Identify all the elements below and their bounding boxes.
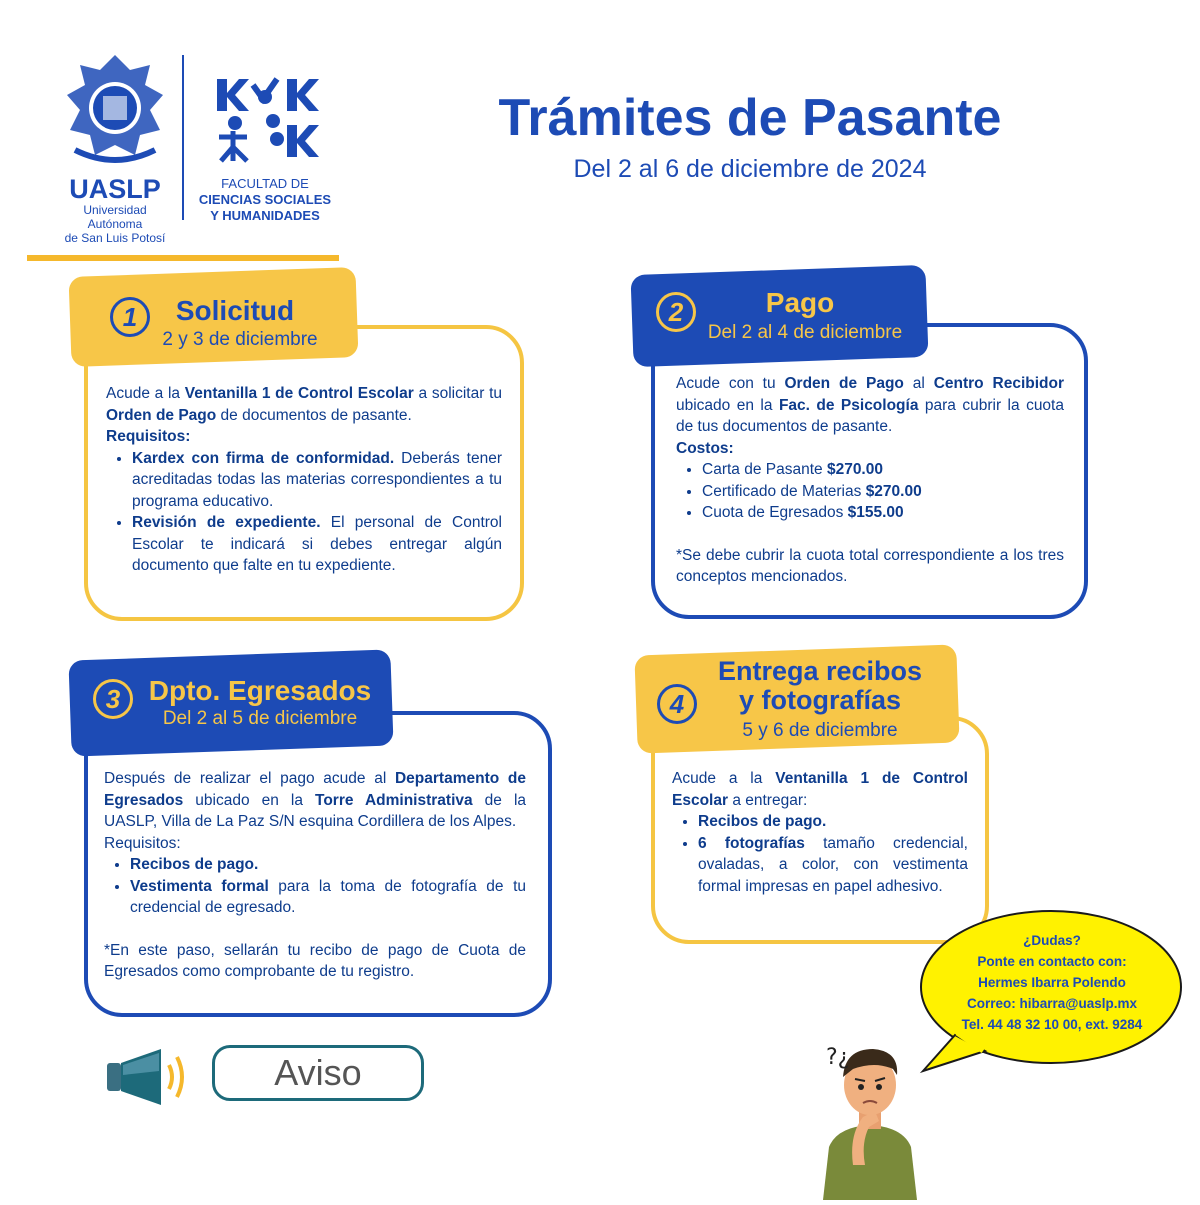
faculty-symbol-icon: [213, 75, 323, 165]
contact-email: Correo: hibarra@uaslp.mx: [967, 996, 1137, 1011]
step1-item2-text: El personal de Control Escolar te indicará si debes entregar algún documento que falte en tu expediente.: [132, 514, 502, 574]
step3-intro-a: Después de realizar el pago acude al: [104, 770, 395, 787]
step2-req-label: Costos:: [676, 439, 734, 457]
step1-intro-e: de documentos de pasante.: [216, 406, 412, 424]
step4-item1-bold: Recibos de pago.: [698, 813, 827, 830]
step2-item2-price: $270.00: [865, 482, 922, 500]
step3-item1-bold: Recibos de pago.: [130, 856, 259, 873]
step2-body: [676, 373, 1064, 588]
step1-body: [106, 383, 502, 577]
list-item: [132, 448, 502, 513]
step1-intro-a: Acude a la: [106, 385, 185, 402]
page-title: Trámites de Pasante: [498, 89, 1002, 147]
faculty-line2: CIENCIAS SOCIALES: [198, 192, 332, 207]
step1-intro-d: Orden de Pago: [106, 406, 217, 424]
contact-info: [928, 930, 1176, 1035]
step2-item1-price: $270.00: [826, 461, 883, 478]
logo-divider: [182, 55, 184, 220]
list-item: [702, 459, 1064, 481]
step2-note: *Se debe cubrir la cuota total correspondiente a los tres conceptos mencionados.: [676, 546, 1064, 585]
step1-intro-c: a solicitar tu: [413, 385, 502, 402]
step3-body: [104, 768, 526, 983]
list-item: [698, 811, 968, 833]
step3-intro-e: de la UASLP, Villa de La Paz S/N esquina Cordillera de los Alpes.: [104, 791, 527, 830]
step4-intro-c: a entregar:: [728, 791, 808, 809]
step4-number: 4: [657, 684, 697, 724]
step2-item3-price: $155.00: [847, 504, 904, 521]
step1-date: 2 y 3 de diciembre: [162, 329, 318, 350]
step4-date: 5 y 6 de diciembre: [742, 720, 898, 741]
list-item: [698, 833, 968, 898]
step4-body: [672, 768, 968, 897]
contact-line1: ¿Dudas?: [1023, 933, 1081, 948]
step1-req-label: Requisitos:: [106, 428, 191, 445]
step1-title: Solicitud: [175, 295, 295, 326]
list-item: [132, 512, 502, 577]
step2-intro-f: Fac. de Psicología: [778, 396, 919, 414]
header-accent-line: [27, 255, 339, 261]
step4-intro-a: Acude a la: [672, 770, 776, 787]
step3-number: 3: [93, 679, 133, 719]
faculty-line1: FACULTAD DE: [221, 176, 309, 191]
uaslp-acronym: UASLP: [69, 174, 161, 204]
list-item: [702, 502, 1064, 524]
question-marks: ?¿: [826, 1045, 850, 1070]
step3-intro-d: Torre Administrativa: [315, 791, 473, 809]
step1-item2-bold: Revisión de expediente.: [132, 514, 321, 531]
uaslp-name-line1: Universidad Autónoma: [83, 203, 147, 231]
step3-intro-c: ubicado en la: [183, 791, 316, 809]
uaslp-seal-icon: [55, 50, 175, 170]
step2-intro-e: ubicado en la: [676, 396, 779, 414]
step3-date: Del 2 al 5 de diciembre: [162, 708, 358, 729]
uaslp-name-line2: de San Luis Potosí: [64, 231, 166, 245]
step3-req-label: Requisitos:: [104, 834, 181, 852]
step2-date: Del 2 al 4 de diciembre: [707, 322, 903, 343]
aviso-button[interactable]: Aviso: [212, 1045, 424, 1101]
list-item: [702, 481, 1064, 503]
contact-name: Hermes Ibarra Polendo: [978, 975, 1126, 990]
step2-item1-text: Carta de Pasante: [702, 461, 827, 478]
step4-title-line1: Entrega recibos: [717, 656, 923, 686]
step2-title: Pago: [765, 287, 835, 318]
step3-intro-b: Departamento de Egresados: [104, 770, 526, 809]
step1-item1-text: Deberás tener acreditadas todas las materias correspondientes a tu programa educativo.: [132, 449, 503, 510]
page-subtitle: Del 2 al 6 de diciembre de 2024: [573, 155, 927, 183]
list-item: [130, 876, 526, 919]
step1-intro-b: Ventanilla 1 de Control Escolar: [184, 385, 414, 402]
step1-number: 1: [110, 297, 150, 337]
step4-item2-text: tamaño credencial, ovaladas, a color, con vestimenta formal impresas en papel adhesivo.: [698, 834, 968, 895]
contact-phone: Tel. 44 48 32 10 00, ext. 9284: [961, 1017, 1143, 1032]
step2-intro-g: para cubrir la cuota de tus documentos de pasante.: [676, 396, 1064, 435]
step4-title: [705, 657, 935, 715]
step3-item2-bold: Vestimenta formal: [130, 877, 269, 895]
step2-intro-d: Centro Recibidor: [933, 375, 1064, 392]
megaphone-icon: [105, 1045, 195, 1110]
step4-item2-bold: 6 fotografías: [698, 834, 805, 852]
step2-intro-a: Acude con tu: [676, 375, 785, 392]
step3-title: Dpto. Egresados: [148, 675, 372, 706]
faculty-line3: Y HUMANIDADES: [210, 208, 320, 223]
step1-item1-bold: Kardex con firma de conformidad.: [132, 449, 395, 467]
step2-intro-b: Orden de Pago: [784, 375, 904, 392]
step4-intro-b: Ventanilla 1 de Control Escolar: [672, 770, 968, 809]
faculty-logo: [195, 75, 335, 225]
step2-intro-c: al: [903, 375, 934, 392]
uaslp-logo: [55, 50, 175, 245]
step3-note: *En este paso, sellarán tu recibo de pago de Cuota de Egresados como comprobante de tu registro.: [104, 941, 526, 980]
step2-number: 2: [656, 292, 696, 332]
step2-item2-text: Certificado de Materias: [702, 482, 866, 500]
step2-item3-text: Cuota de Egresados: [702, 504, 848, 521]
list-item: [130, 854, 526, 876]
step4-title-line2: y fotografías: [738, 685, 902, 715]
contact-line2: Ponte en contacto con:: [977, 954, 1127, 969]
step3-item2-text: para la toma de fotografía de tu credencial de egresado.: [130, 877, 526, 916]
